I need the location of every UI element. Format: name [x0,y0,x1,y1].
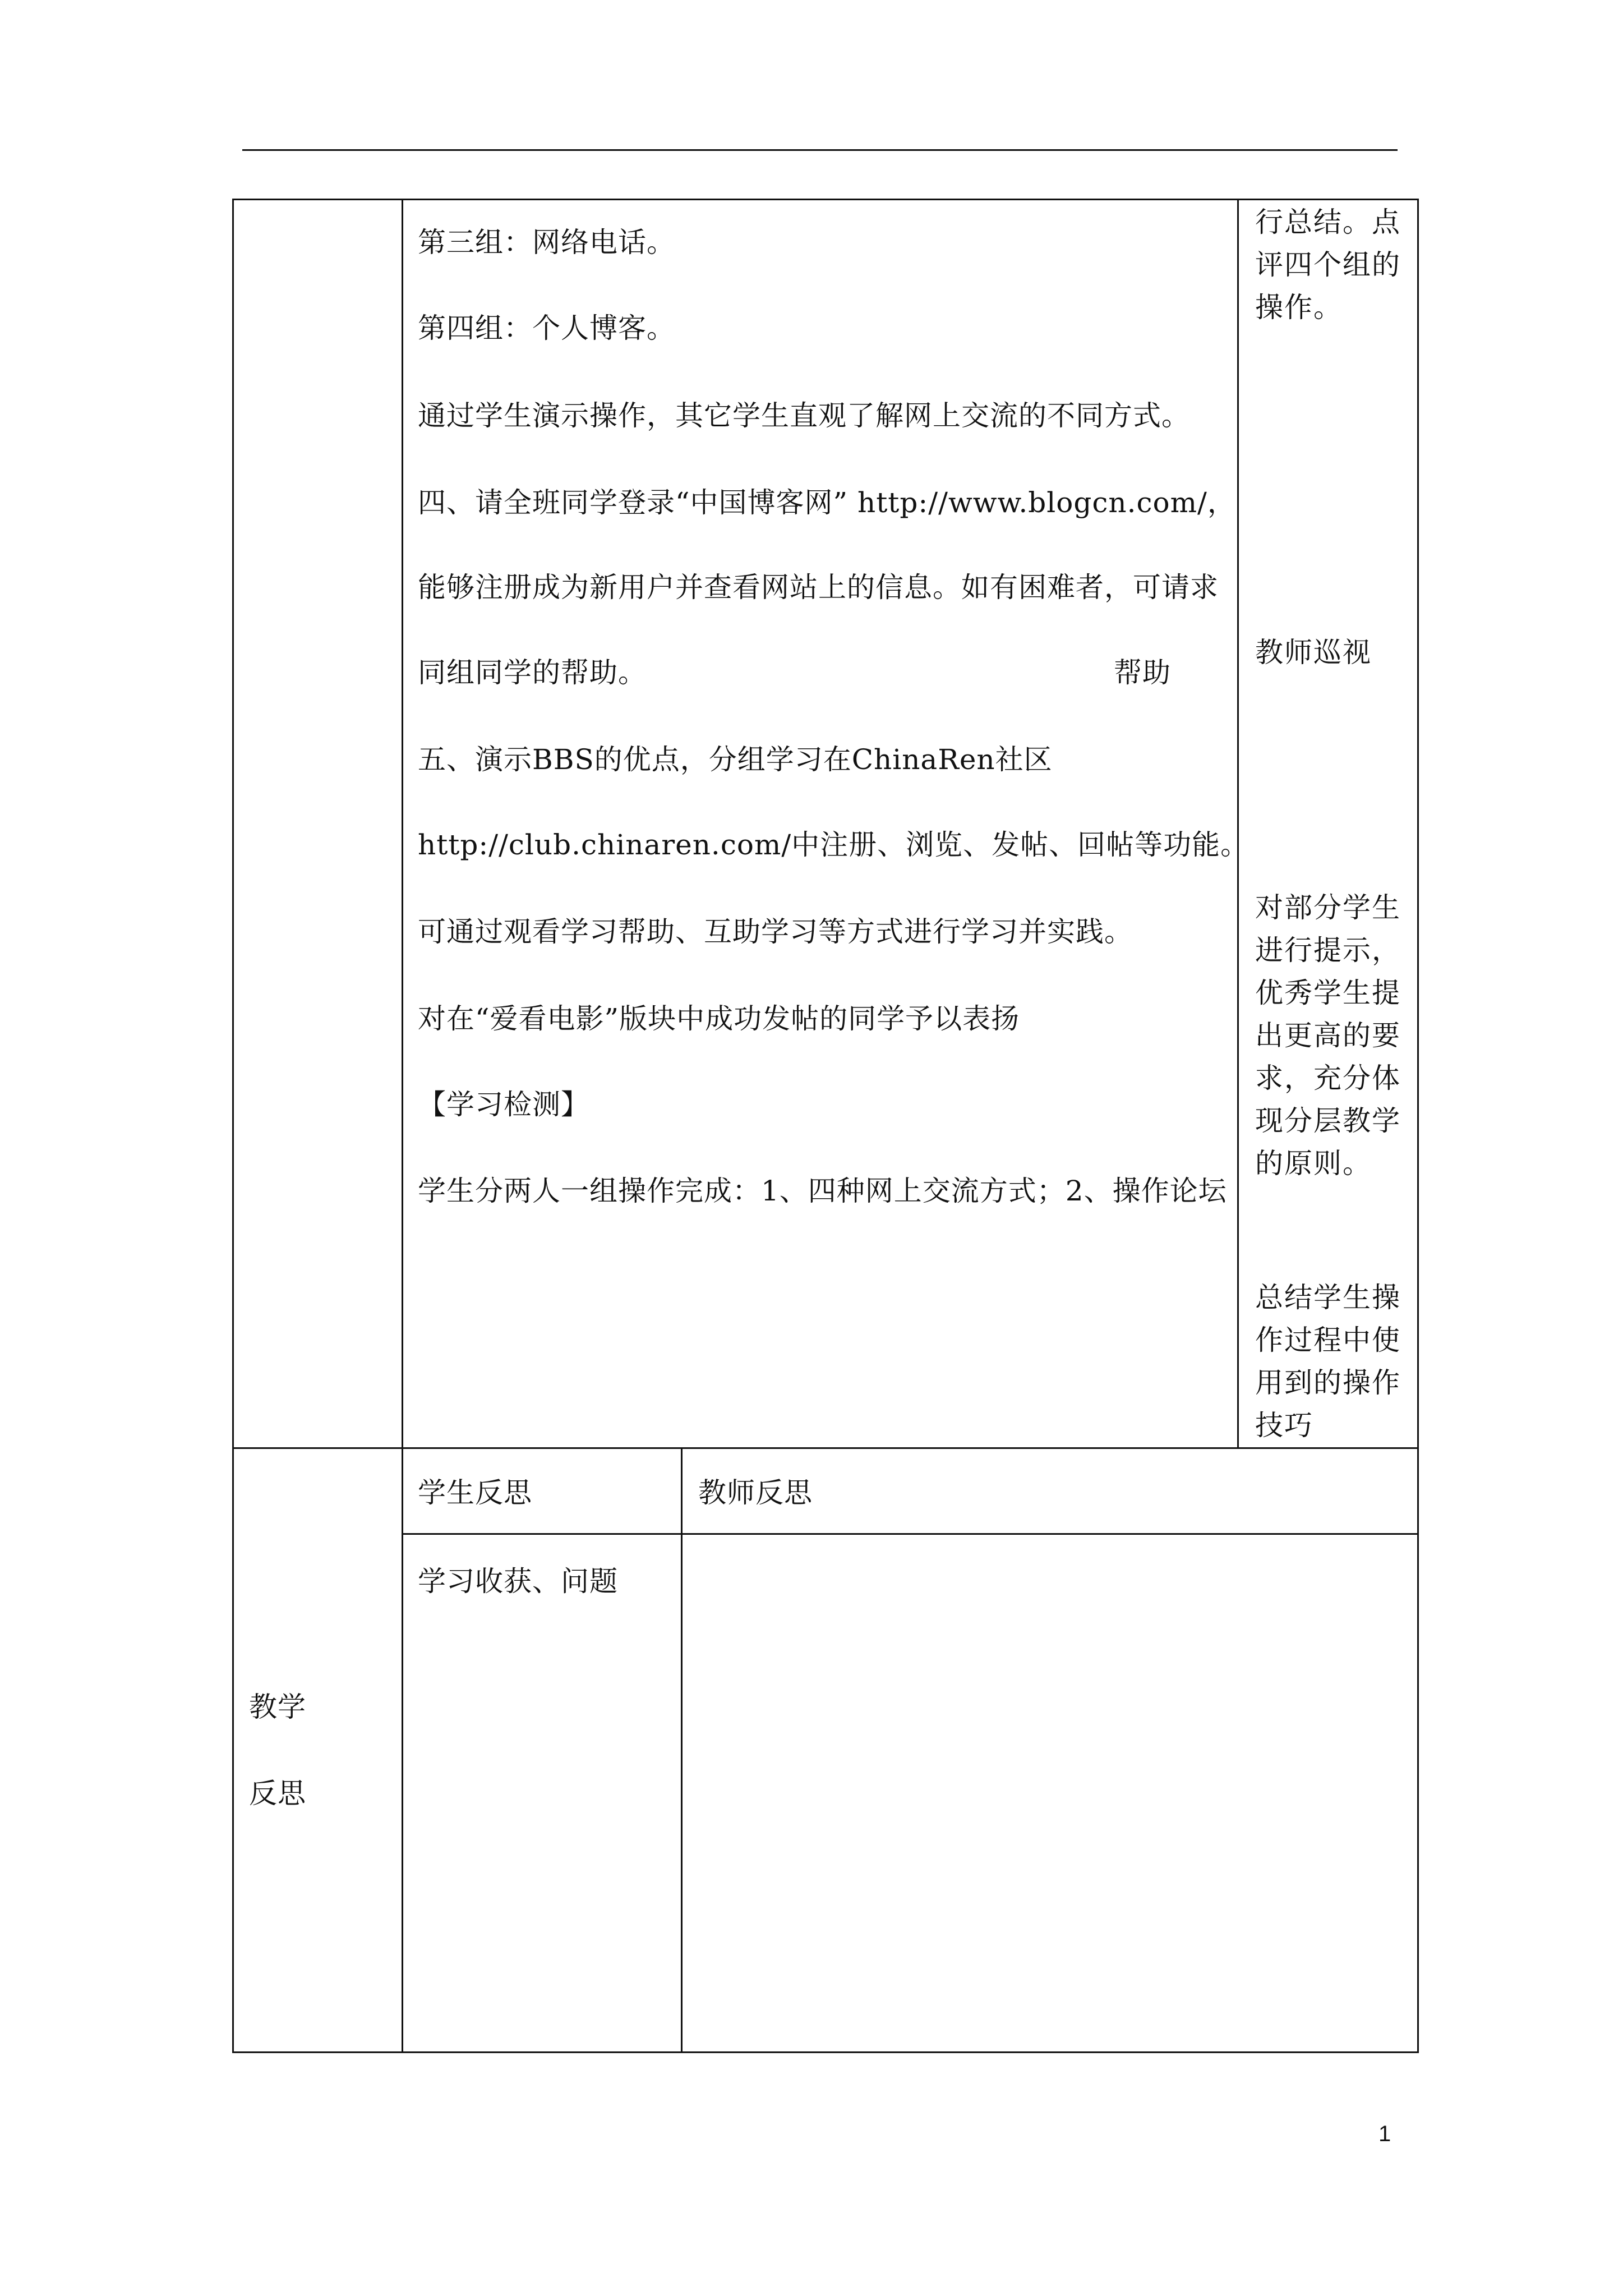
paragraph-line: 能够注册成为新用户并查看网站上的信息。如有困难者，可请求 [418,571,1219,604]
paragraph-line: 四、请全班同学登录“中国博客网” http://www.blogcn.com/， [418,486,1236,519]
table-right-border [1417,199,1419,2053]
side-note-patrol: 教师巡视 [1255,636,1372,669]
paragraph-line: http://club.chinaren.com/中注册、浏览、发帖、回帖等功能。 [418,829,1249,861]
student-reflection-header: 学生反思 [418,1476,532,1509]
table-top-border [232,199,1419,200]
reflection-label-line2: 反思 [249,1777,306,1810]
side-col-divider [1237,199,1239,1449]
side-note-hint: 对部分学生 进行提示， 优秀学生提 出更高的要 求，充分体 现分层教学 的原则。 [1255,891,1401,1180]
label-col-divider [402,199,403,2053]
paragraph-line: 第三组：网络电话。 [418,226,675,259]
side-note-summary: 行总结。点 评四个组的 操作。 [1255,206,1401,324]
row-divider [232,1447,1419,1449]
paragraph-line: 五、演示BBS的优点，分组学习在ChinaRen社区 [418,743,1053,776]
inline-help-label: 帮助 [1114,656,1171,689]
student-reflection-content: 学习收获、问题 [418,1565,618,1598]
paragraph-line: 对在“爱看电影”版块中成功发帖的同学予以表扬 [418,1002,1020,1035]
teacher-reflection-header: 教师反思 [698,1476,813,1509]
paragraph-line: 学生分两人一组操作完成：1、四种网上交流方式；2、操作论坛 [418,1175,1227,1207]
paragraph-line: 第四组：个人博客。 [418,312,675,344]
reflection-col-divider [681,1447,683,2053]
table-bottom-border [232,2051,1419,2053]
table-left-border [232,199,234,2053]
reflection-label-line1: 教学 [249,1691,306,1723]
side-note-conclude: 总结学生操 作过程中使 用到的操作 技巧 [1255,1281,1401,1442]
paragraph-line: 同组同学的帮助。 [418,656,647,689]
reflection-header-divider [402,1533,1419,1535]
paragraph-line: 可通过观看学习帮助、互助学习等方式进行学习并实践。 [418,915,1133,948]
header-rule [242,149,1398,151]
paragraph-line: 通过学生演示操作，其它学生直观了解网上交流的不同方式。 [418,399,1190,432]
paragraph-line: 【学习检测】 [418,1088,589,1121]
page-number: 1 [1378,2122,1391,2146]
